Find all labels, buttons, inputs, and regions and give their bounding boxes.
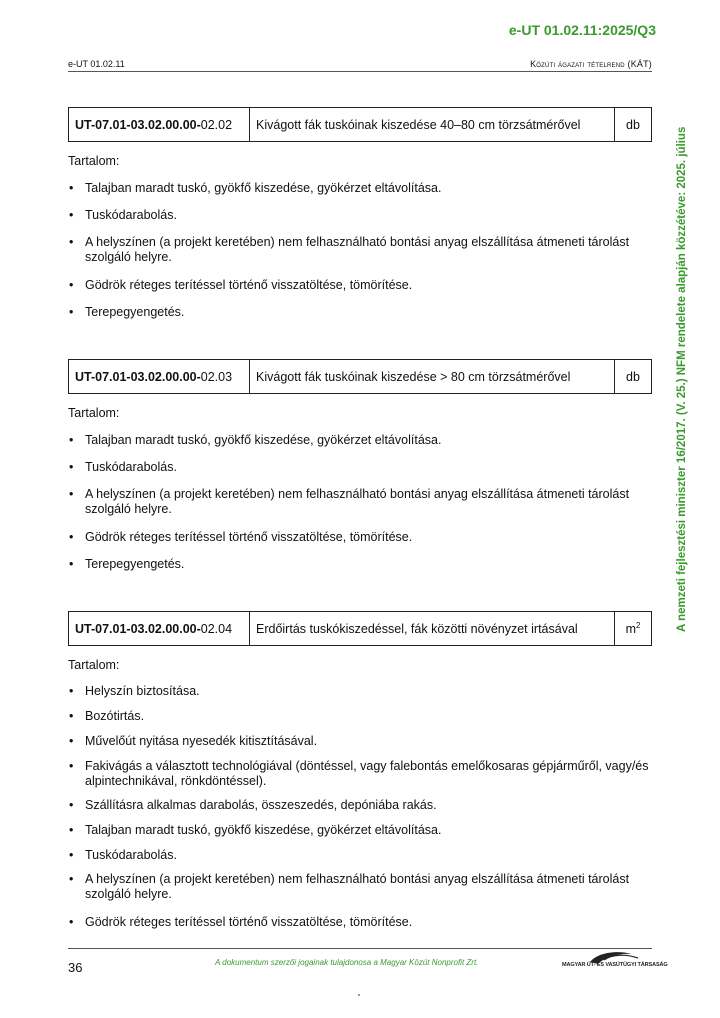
- list-item: • Fakivágás a választott technológiával (döntéssel, vagy falebontás emelőkosaras gépjárműről, vagy/és alpintechnikával, rönkdöntéssel).: [68, 759, 652, 789]
- list-item: • Talajban maradt tuskó, gyökfő kiszedése, gyökérzet eltávolítása.: [68, 433, 441, 448]
- list-item: • Bozótirtás.: [68, 709, 144, 724]
- list-item: • Terepegyengetés.: [68, 305, 184, 320]
- item-code: UT-07.01-03.02.00.00-02.04: [69, 612, 250, 646]
- header-left: e-UT 01.02.11: [68, 59, 125, 69]
- list-item: • Tuskódarabolás.: [68, 848, 177, 863]
- scan-mark: [358, 994, 360, 996]
- item-header-table: [68, 611, 652, 646]
- item-header-table: [68, 107, 652, 142]
- item-unit: db: [615, 108, 652, 142]
- list-item: • Tuskódarabolás.: [68, 460, 177, 475]
- list-item: • Gödrök réteges terítéssel történő visszatöltése, tömörítése.: [68, 530, 412, 545]
- content-label: Tartalom:: [68, 154, 120, 168]
- list-item: • Talajban maradt tuskó, gyökfő kiszedése, gyökérzet eltávolítása.: [68, 823, 441, 838]
- list-item: • A helyszínen (a projekt keretében) nem felhasználható bontási anyag elszállítása átmeneti tárolást szolgáló helyre.: [68, 872, 652, 902]
- list-item: • Tuskódarabolás.: [68, 208, 177, 223]
- content-label: Tartalom:: [68, 658, 120, 672]
- list-item: • Helyszín biztosítása.: [68, 684, 200, 699]
- list-item: • A helyszínen (a projekt keretében) nem felhasználható bontási anyag elszállítása átmeneti tárolást szolgáló helyre.: [68, 235, 652, 265]
- list-item: • Talajban maradt tuskó, gyökfő kiszedése, gyökérzet eltávolítása.: [68, 181, 441, 196]
- copyright-notice: A dokumentum szerzői jogainak tulajdonosa a Magyar Közút Nonprofit Zrt.: [215, 958, 479, 967]
- item-title: Kivágott fák tuskóinak kiszedése 40–80 cm törzsátmérővel: [250, 108, 615, 142]
- item-code: UT-07.01-03.02.00.00-02.03: [69, 360, 250, 394]
- list-item: • Művelőút nyitása nyesedék kitisztításával.: [68, 734, 317, 749]
- list-item: • A helyszínen (a projekt keretében) nem felhasználható bontási anyag elszállítása átmeneti tárolást szolgáló helyre.: [68, 487, 652, 517]
- list-item: • Gödrök réteges terítéssel történő visszatöltése, tömörítése.: [68, 278, 412, 293]
- side-publication-note: A nemzeti fejlesztési miniszter 16/2017. (V. 25.) NFM rendelete alapján közzétéve: 2025. július: [676, 126, 688, 632]
- document-code: e-UT 01.02.11:2025/Q3: [508, 22, 656, 38]
- content-label: Tartalom:: [68, 406, 120, 420]
- running-header: [68, 59, 652, 72]
- list-item: • Szállításra alkalmas darabolás, összeszedés, depóniába rakás.: [68, 798, 437, 813]
- header-right: Közúti ágazati tételrend (KÁT): [530, 59, 652, 69]
- list-item: • Terepegyengetés.: [68, 557, 184, 572]
- item-code: UT-07.01-03.02.00.00-02.02: [69, 108, 250, 142]
- item-header-table: [68, 359, 652, 394]
- page-number: 36: [68, 960, 83, 975]
- item-title: Erdőirtás tuskókiszedéssel, fák közötti növényzet irtásával: [250, 612, 615, 646]
- company-logo-icon: [560, 948, 656, 972]
- list-item: • Gödrök réteges terítéssel történő visszatöltése, tömörítése.: [68, 915, 412, 930]
- item-title: Kivágott fák tuskóinak kiszedése > 80 cm törzsátmérővel: [250, 360, 615, 394]
- item-unit: $m^2$: [615, 612, 652, 646]
- logo-caption: MAGYAR ÚT- ÉS VASÚTÜGYI TÁRSASÁG: [562, 962, 668, 968]
- item-unit: db: [615, 360, 652, 394]
